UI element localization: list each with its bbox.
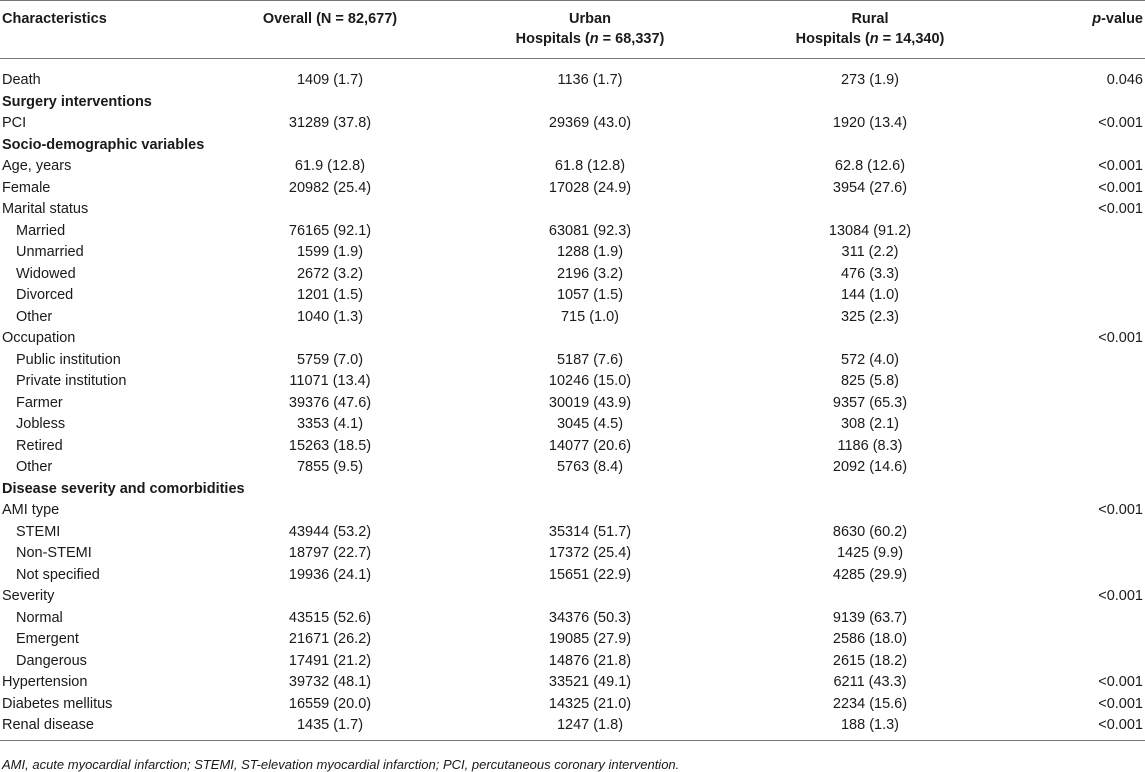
row-rural-value: 9139 (63.7): [832, 609, 908, 626]
row-urban-value: 63081 (92.3): [548, 222, 632, 239]
row-label: Normal: [16, 609, 63, 626]
row-overall-value: 43944 (53.2): [288, 523, 372, 540]
row-urban-value: 14077 (20.6): [548, 437, 632, 454]
row-urban-value: 715 (1.0): [560, 308, 620, 325]
row-rural-value: 308 (2.1): [840, 416, 900, 432]
row-urban-value: 34376 (50.3): [548, 609, 632, 626]
row-rural-value: 1425 (9.9): [836, 545, 904, 561]
row-label: Married: [16, 222, 66, 239]
header-urban-line1: Urban: [569, 11, 611, 27]
row-label: Not specified: [16, 566, 100, 583]
row-urban-value: 19085 (27.9): [548, 631, 632, 647]
row-rural-value: 273 (1.9): [840, 72, 900, 88]
row-label: STEMI: [16, 523, 61, 540]
table-row: [0, 672, 1145, 694]
row-overall-value: 1435 (1.7): [296, 717, 364, 733]
row-rural-value: 572 (4.0): [840, 351, 900, 368]
row-label: Renal disease: [2, 717, 94, 733]
table-row: [0, 436, 1145, 458]
row-label: Retired: [16, 437, 63, 454]
header-pvalue-suffix: -value: [1101, 11, 1143, 27]
table-row: [0, 629, 1145, 651]
row-rural-value: 188 (1.3): [840, 717, 900, 733]
row-pvalue: <0.001: [1098, 179, 1143, 196]
row-urban-value: 5763 (8.4): [556, 459, 624, 475]
table-row: [0, 242, 1145, 264]
row-rural-value: 3954 (27.6): [832, 179, 908, 196]
row-overall-value: 1201 (1.5): [296, 287, 364, 303]
row-label: PCI: [2, 115, 27, 131]
row-label: Unmarried: [16, 244, 84, 260]
row-label: Widowed: [16, 265, 76, 282]
row-label: Farmer: [16, 394, 63, 411]
table-row: [0, 694, 1145, 716]
row-rural-value: 325 (2.3): [840, 308, 900, 325]
table-row: [0, 178, 1145, 200]
row-rural-value: 825 (5.8): [840, 373, 900, 389]
row-overall-value: 3353 (4.1): [296, 416, 364, 432]
row-rural-value: 311 (2.2): [841, 244, 899, 260]
row-urban-value: 17372 (25.4): [548, 545, 632, 561]
row-label: Other: [16, 308, 53, 325]
header-rural-prefix: Hospitals (: [795, 31, 870, 47]
row-label: Surgery interventions: [2, 93, 152, 110]
row-urban-value: 15651 (22.9): [548, 566, 632, 583]
row-urban-value: 14876 (21.8): [548, 652, 632, 669]
table-row: [0, 715, 1145, 737]
row-label: Occupation: [2, 330, 76, 346]
row-urban-value: 29369 (43.0): [548, 115, 632, 131]
row-label: AMI type: [2, 502, 60, 518]
row-label: Dangerous: [16, 652, 87, 669]
row-overall-value: 2672 (3.2): [296, 265, 364, 282]
row-urban-value: 61.8 (12.8): [554, 158, 626, 174]
row-label: Socio-demographic variables: [2, 136, 205, 153]
row-label: Emergent: [16, 631, 79, 647]
section-header-row: [0, 92, 1145, 114]
row-urban-value: 5187 (7.6): [556, 351, 624, 368]
row-rural-value: 144 (1.0): [840, 287, 900, 303]
table-row: [0, 70, 1145, 92]
row-rural-value: 13084 (91.2): [828, 222, 912, 239]
header-rural-line1: Rural: [851, 11, 889, 27]
row-pvalue: <0.001: [1098, 674, 1143, 690]
row-pvalue: <0.001: [1098, 115, 1143, 131]
table-row: [0, 565, 1145, 587]
row-rural-value: 9357 (65.3): [832, 394, 908, 411]
table-row: [0, 113, 1145, 135]
row-rural-value: 476 (3.3): [840, 265, 900, 282]
row-overall-value: 39376 (47.6): [288, 394, 372, 411]
header-overall: Overall (N = 82,677): [262, 11, 398, 27]
row-label: Disease severity and comorbidities: [2, 480, 245, 497]
table-body: [0, 59, 1145, 737]
row-overall-value: 21671 (26.2): [288, 631, 372, 647]
table-header: [0, 0, 1145, 59]
row-label: Severity: [2, 588, 55, 604]
table-row: [0, 608, 1145, 630]
header-pvalue: [1092, 9, 1143, 29]
row-rural-value: 1186 (8.3): [837, 437, 903, 454]
row-rural-value: 62.8 (12.6): [834, 158, 906, 174]
row-overall-value: 18797 (22.7): [288, 545, 372, 561]
table-footnote: AMI, acute myocardial infarction; STEMI, ST-elevation myocardial infarction; PCI, percutaneous coronary intervention.: [2, 756, 680, 772]
table-row: [0, 522, 1145, 544]
row-rural-value: 2586 (18.0): [832, 631, 908, 647]
row-label: Marital status: [2, 201, 89, 217]
row-overall-value: 1599 (1.9): [296, 244, 364, 260]
row-urban-value: 35314 (51.7): [548, 523, 632, 540]
row-urban-value: 3045 (4.5): [556, 416, 624, 432]
row-overall-value: 17491 (21.2): [288, 652, 372, 669]
section-header-row: [0, 135, 1145, 157]
row-pvalue: <0.001: [1098, 201, 1143, 217]
row-pvalue: <0.001: [1098, 158, 1143, 174]
row-overall-value: 15263 (18.5): [288, 437, 372, 454]
table-row: [0, 285, 1145, 307]
header-pvalue-p: p: [1092, 11, 1102, 27]
section-header-row: [0, 479, 1145, 501]
row-label: Other: [16, 459, 53, 475]
row-rural-value: 2615 (18.2): [832, 652, 908, 669]
table-row: [0, 264, 1145, 286]
row-label: Diabetes mellitus: [2, 695, 113, 712]
row-label: Hypertension: [2, 674, 88, 690]
row-overall-value: 16559 (20.0): [288, 695, 372, 712]
table-row: [0, 414, 1145, 436]
row-urban-value: 1057 (1.5): [556, 287, 624, 303]
header-rural-suffix: = 14,340): [878, 31, 945, 47]
row-rural-value: 2234 (15.6): [832, 695, 908, 712]
row-pvalue: <0.001: [1098, 502, 1143, 518]
row-overall-value: 76165 (92.1): [288, 222, 372, 239]
row-overall-value: 19936 (24.1): [288, 566, 372, 583]
row-urban-value: 1288 (1.9): [556, 244, 624, 260]
row-overall-value: 61.9 (12.8): [294, 158, 366, 174]
header-urban: [480, 9, 700, 49]
table-row: [0, 328, 1145, 350]
table-row: [0, 543, 1145, 565]
row-label: Non-STEMI: [16, 545, 92, 561]
table-row: [0, 651, 1145, 673]
row-pvalue: <0.001: [1098, 695, 1143, 712]
row-rural-value: 6211 (43.3): [833, 674, 907, 690]
row-label: Private institution: [16, 373, 127, 389]
row-rural-value: 1920 (13.4): [832, 115, 908, 131]
row-urban-value: 30019 (43.9): [548, 394, 632, 411]
table-row: [0, 199, 1145, 221]
header-urban-suffix: = 68,337): [598, 31, 665, 47]
row-label: Divorced: [16, 287, 74, 303]
row-overall-value: 1409 (1.7): [296, 72, 364, 88]
header-urban-n: n: [589, 31, 599, 47]
row-urban-value: 10246 (15.0): [548, 373, 632, 389]
table-row: [0, 307, 1145, 329]
table-row: [0, 393, 1145, 415]
table-row: [0, 221, 1145, 243]
row-label: Death: [2, 72, 41, 88]
row-urban-value: 1247 (1.8): [556, 717, 624, 733]
row-pvalue: <0.001: [1098, 717, 1143, 733]
row-overall-value: 7855 (9.5): [296, 459, 364, 475]
row-pvalue: <0.001: [1098, 588, 1143, 604]
row-urban-value: 14325 (21.0): [548, 695, 632, 712]
row-overall-value: 11071 (13.4): [289, 373, 371, 389]
row-overall-value: 31289 (37.8): [288, 115, 372, 131]
row-urban-value: 33521 (49.1): [548, 674, 632, 690]
row-overall-value: 20982 (25.4): [288, 179, 372, 196]
header-rural: [760, 9, 980, 49]
row-overall-value: 39732 (48.1): [288, 674, 372, 690]
row-urban-value: 2196 (3.2): [556, 265, 624, 282]
row-overall-value: 43515 (52.6): [288, 609, 372, 626]
table-row: [0, 457, 1145, 479]
row-label: Female: [2, 179, 51, 196]
row-pvalue: 0.046: [1106, 72, 1143, 88]
header-rural-n: n: [869, 31, 879, 47]
header-characteristics: Characteristics: [2, 11, 107, 27]
table-row: [0, 350, 1145, 372]
row-rural-value: 2092 (14.6): [832, 459, 908, 475]
row-overall-value: 1040 (1.3): [296, 308, 364, 325]
row-label: Jobless: [16, 416, 66, 432]
row-label: Age, years: [2, 158, 72, 174]
table-row: [0, 500, 1145, 522]
row-rural-value: 4285 (29.9): [832, 566, 908, 583]
table-row: [0, 371, 1145, 393]
row-pvalue: <0.001: [1098, 330, 1143, 346]
table-row: [0, 156, 1145, 178]
row-label: Public institution: [16, 351, 121, 368]
header-urban-prefix: Hospitals (: [515, 31, 590, 47]
row-rural-value: 8630 (60.2): [832, 523, 908, 540]
row-urban-value: 1136 (1.7): [557, 72, 623, 88]
header-urban-line2: [480, 29, 700, 49]
row-overall-value: 5759 (7.0): [296, 351, 364, 368]
row-urban-value: 17028 (24.9): [548, 179, 632, 196]
table-row: [0, 586, 1145, 608]
header-rural-line2: [760, 29, 980, 49]
